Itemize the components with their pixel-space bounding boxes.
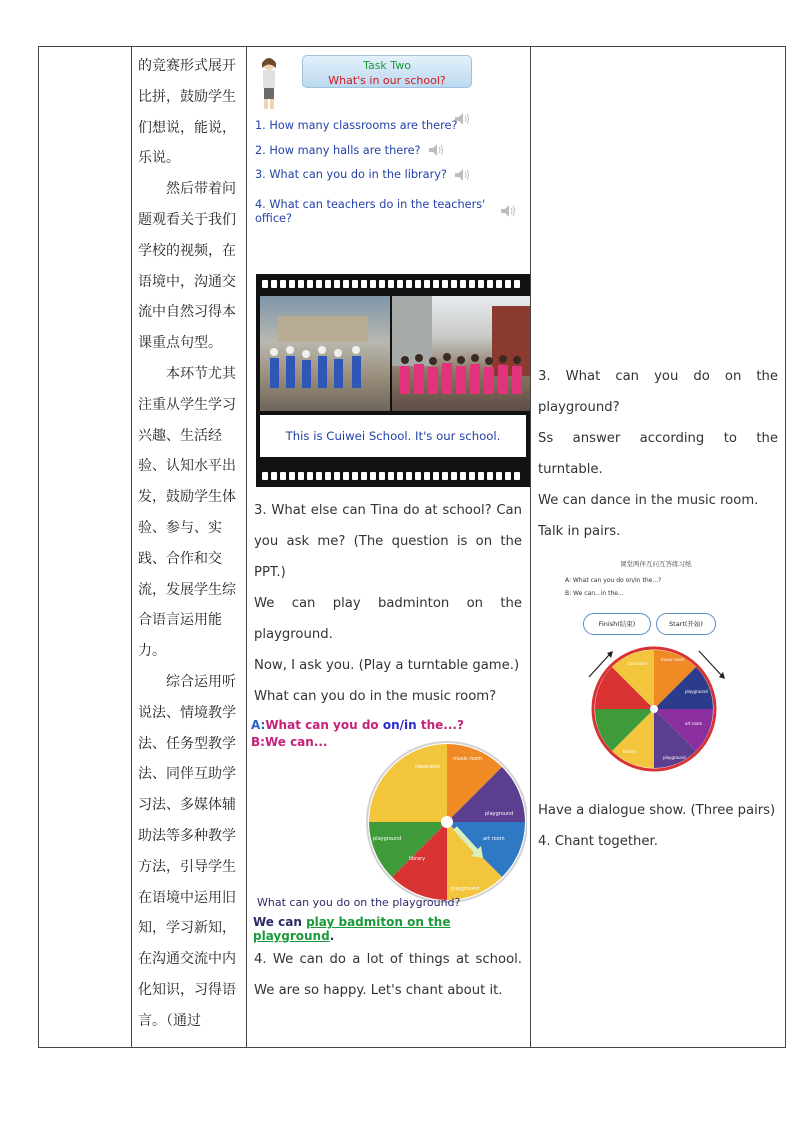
task-question: 3. What can you do in the library? [255,168,447,181]
photo-caption: This is Cuiwei School. It's our school. [260,415,526,457]
worksheet-title: 课堂两伴互问互答练习纸 [620,560,692,568]
student-text: Ss answer according to the turntable. [538,431,778,477]
task-two-slide [247,47,530,262]
sector-label: music room [453,756,483,762]
task-title-box [302,55,472,88]
dancers-photo [260,296,390,411]
pair-practice-worksheet [531,559,785,789]
start-label: Start(开始) [656,613,716,635]
film-perforations [256,278,530,290]
sector-label: classroom [627,661,648,666]
speaker-icon[interactable] [453,111,471,127]
turntable-slide [247,718,530,943]
sector-label: music room [661,657,685,662]
instruction-text: We can play badminton on the playground. [254,596,522,642]
instruction-text: 3. What else can Tina do at school? Can you ask me? (The question is on the PPT.) [254,503,522,580]
instruction-text: 4. We can do a lot of things at school. We are so happy. Let's chant about it. [254,952,522,998]
task-title: Task Two [363,59,411,72]
practice-turntable[interactable] [567,629,737,789]
sector-label: playground [663,755,686,760]
wheel-question: What can you do on the playground? [257,896,461,909]
task-subtitle: What's in our school? [328,74,446,87]
sector-label: playground [485,811,514,817]
student-text: 4. Chant together. [538,834,658,849]
finish-label: Finish(结束) [583,613,651,635]
dialogue-line-a: A:What can you do on/in the...? [251,718,464,732]
student-activity-column [531,47,786,1048]
sector-label: playground [451,886,480,892]
film-perforations [256,470,530,482]
speaker-icon[interactable] [499,203,517,219]
sector-label: library [623,749,636,754]
sector-label: playground [685,689,708,694]
worksheet-line-b: B: We can...in the... [565,590,624,597]
method-paragraph: 综合运用听说法、情境教学法、任务型教学法、同伴互助学习法、多媒体辅助法等多种教学方法，引导学生在语境中运用旧知，学习新知，在沟通交流中内化知识，习得语言。（通过 [138,673,236,1029]
student-text: Talk in pairs. [538,524,621,539]
sector-label: library [409,856,426,862]
sector-label: classroom [415,764,441,770]
empty-column [39,47,132,1048]
turntable-wheel[interactable] [365,740,527,904]
teacher-figure-icon [255,55,283,111]
student-text: Have a dialogue show. (Three pairs) [538,803,776,818]
sector-label: art room [685,721,703,726]
speaker-icon[interactable] [427,142,445,158]
task-question: 4. What can teachers do in the teachers' office? [255,198,486,225]
method-paragraph: 本环节尤其注重从学生学习兴趣、生活经验、认知水平出发，鼓励学生体验、参与、实践、合作和交流，发展学生综合语言运用能力。 [138,365,236,660]
task-question: 2. How many halls are there? [255,144,421,157]
method-paragraph: 的竞赛形式展开比拼，鼓励学生们想说，能说，乐说。 [138,58,236,167]
student-text: We can dance in the music room. [538,493,759,508]
instruction-text: Now, I ask you. (Play a turntable game.) [254,658,520,673]
student-text: 3. What can you do on the playground? [538,369,778,415]
school-photo-filmstrip [256,274,530,487]
instruction-text: What can you do in the music room? [254,689,497,704]
method-column [132,47,247,1048]
task-question: 1. How many classrooms are there? [255,119,458,132]
worksheet-line-a: A: What can you do on/in the...? [565,577,662,584]
lesson-plan-table [38,46,786,1048]
teacher-activity-column [247,47,531,1048]
wheel-answer: We can play badmiton on the playground. [253,915,451,943]
teachers-photo [392,296,530,411]
sector-label: playground [373,836,402,842]
sector-label: art room [483,836,505,842]
dialogue-line-b: B:We can... [251,735,328,749]
speaker-icon[interactable] [453,167,471,183]
method-paragraph: 然后带着问题观看关于我们学校的视频，在语境中，沟通交流中自然习得本课重点句型。 [138,181,236,352]
